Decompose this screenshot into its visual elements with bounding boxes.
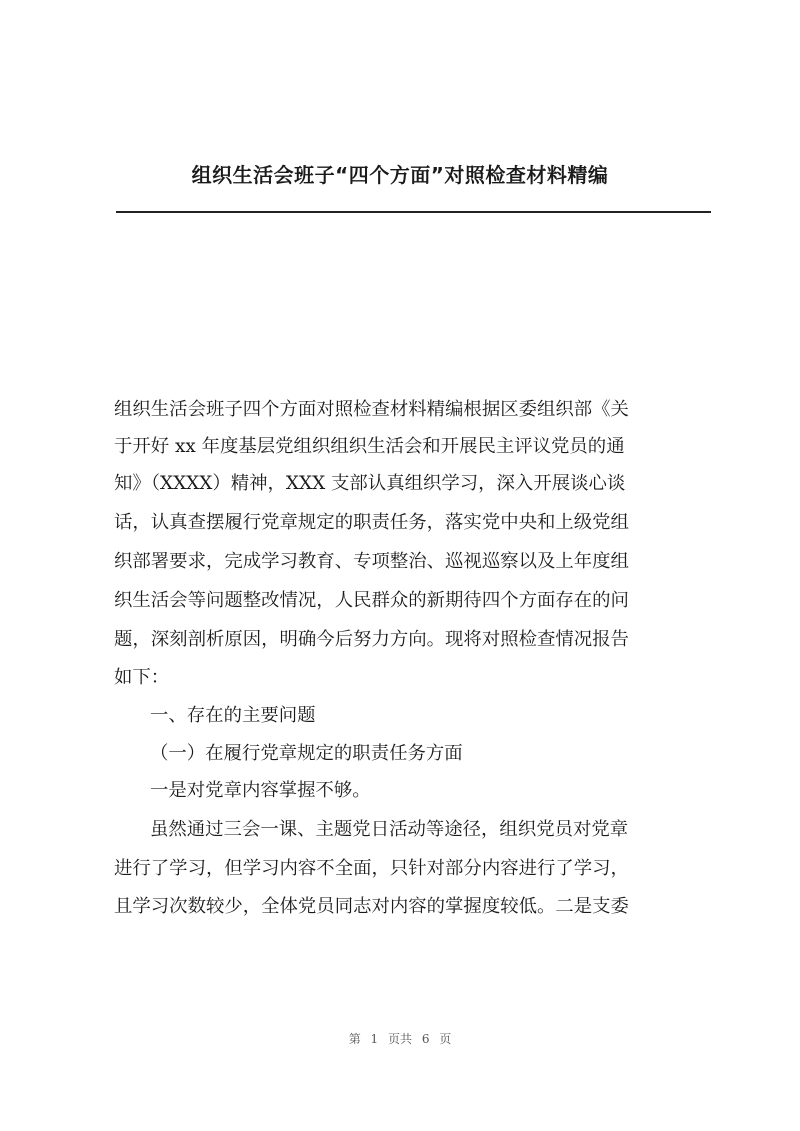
body-line: 虽然通过三会一课、主题党日活动等途径，组织党员对党章: [150, 819, 629, 840]
body-line: 进行了学习，但学习内容不全面，只针对部分内容进行了学习，: [114, 858, 629, 879]
body-line: 织生活会等问题整改情况，人民群众的新期待四个方面存在的问: [114, 590, 629, 611]
body-line: 题，深刻剖析原因，明确今后努力方向。现将对照检查情况报告: [114, 629, 629, 650]
body-line: 且学习次数较少，全体党员同志对内容的掌握度较低。二是支委: [114, 896, 629, 917]
subsection-heading: （一）在履行党章规定的职责任务方面: [150, 743, 463, 764]
body-line: 组织生活会班子四个方面对照检查材料精编根据区委组织部《关: [114, 399, 629, 420]
body-line: 于开好 xx 年度基层党组织组织生活会和开展民主评议党员的通: [114, 436, 625, 457]
body-line: 如下：: [114, 667, 170, 688]
document-title: 组织生活会班子“四个方面”对照检查材料精编: [191, 163, 609, 187]
page-footer: 第 1 页共 6 页: [348, 1032, 452, 1046]
section-heading: 一、存在的主要问题: [150, 705, 316, 726]
body-line: 织部署要求，完成学习教育、专项整治、巡视巡察以及上年度组: [114, 551, 629, 572]
point-heading: 一是对党章内容掌握不够。: [150, 780, 371, 801]
body-line: 话，认真查摆履行党章规定的职责任务，落实党中央和上级党组: [114, 512, 629, 533]
title-underline: [116, 211, 711, 213]
body-line: 知》（XXXX）精神，XXX 支部认真组织学习，深入开展谈心谈: [114, 473, 626, 494]
